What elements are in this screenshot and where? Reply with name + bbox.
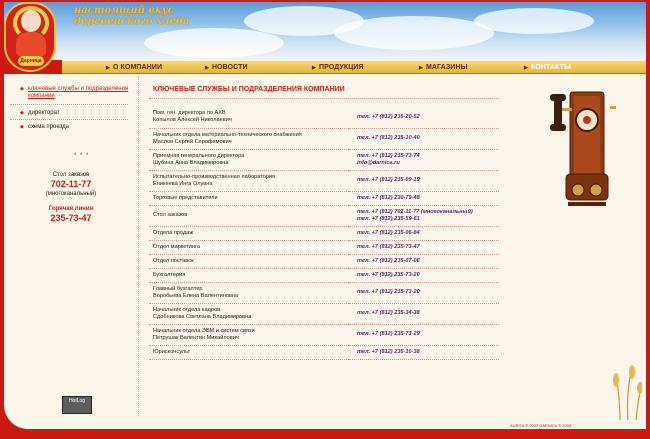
phone-cell bbox=[349, 254, 499, 268]
nav-item-label: НОВОСТИ bbox=[211, 64, 248, 71]
person-name: Воробьева Елена Валентиновна bbox=[153, 292, 239, 299]
nav-item-label: КОНТАКТЫ bbox=[530, 64, 571, 71]
nav-item[interactable] bbox=[205, 61, 248, 74]
department-cell bbox=[149, 303, 349, 324]
person-name: Петрушак Валентин Михайлович bbox=[153, 334, 239, 341]
slogan bbox=[74, 5, 204, 27]
nav-item-label: О КОМПАНИИ bbox=[112, 64, 163, 71]
email-link[interactable]: info@darnica.ru bbox=[357, 159, 400, 166]
sidebar-item-directorate[interactable] bbox=[20, 110, 60, 117]
department-name: Начальник отдела кадров bbox=[153, 306, 221, 313]
phone-number: тел. +7 (812) 235-73-29 bbox=[357, 331, 420, 338]
phone-cell bbox=[349, 205, 499, 226]
phone-cell bbox=[349, 149, 499, 170]
department-name: Начальник отдела материально-технического снабжения bbox=[153, 131, 302, 138]
department-name: Приемная генерального директора bbox=[153, 152, 245, 159]
department-cell bbox=[149, 107, 349, 128]
title-divider bbox=[149, 98, 499, 99]
phone-number: тел. +7 (812) 235-73-20 bbox=[357, 271, 420, 278]
table-row bbox=[149, 254, 499, 268]
table-row bbox=[149, 191, 499, 205]
person-name: Сдобникова Светлана Владимировна bbox=[153, 313, 252, 320]
phone-number: тел. +7 (812) 235-20-52 bbox=[357, 113, 420, 120]
diamond-icon: ◆ bbox=[20, 110, 24, 116]
slogan-line-1: настоящий вкус bbox=[74, 5, 174, 16]
table-row bbox=[149, 226, 499, 240]
phone-cell bbox=[349, 303, 499, 324]
sidebar-item-label: директорат bbox=[28, 110, 60, 116]
logo-body bbox=[16, 32, 46, 56]
sidebar-item-key-services[interactable] bbox=[20, 86, 132, 100]
phone-number: тел. +7 (812) 235-73-20 bbox=[357, 289, 420, 296]
phone-number: тел. +7 (812) 235-10-40 bbox=[357, 135, 420, 142]
department-cell bbox=[149, 254, 349, 268]
phone-cell bbox=[349, 240, 499, 254]
phone-cell bbox=[349, 324, 499, 345]
department-name: Отдел маркетинга bbox=[153, 243, 201, 250]
table-row bbox=[149, 303, 499, 324]
department-cell bbox=[149, 128, 349, 149]
phone-cell bbox=[349, 170, 499, 191]
sidebar-item-label: схема проезда bbox=[28, 124, 69, 130]
logo-badge: Дарница bbox=[18, 56, 44, 66]
phone-number: тел. +7 (812) 702-11-77 (многоканальный) bbox=[357, 208, 473, 215]
sidebar-item-directions[interactable] bbox=[20, 124, 69, 131]
diamond-icon: ◆ bbox=[20, 86, 24, 92]
divider bbox=[10, 104, 128, 105]
arrow-right-icon: ▶ bbox=[312, 65, 316, 71]
department-name: Пом. ген. директора по АХВ bbox=[153, 110, 226, 117]
nav-item[interactable] bbox=[312, 61, 364, 74]
arrow-right-icon: ▶ bbox=[524, 65, 528, 71]
arrow-right-icon: ▶ bbox=[419, 65, 423, 71]
orders-note: (многоканальный) bbox=[45, 191, 97, 197]
header-banner bbox=[4, 2, 646, 60]
page-title: КЛЮЧЕВЫЕ СЛУЖБЫ И ПОДРАЗДЕЛЕНИЯ КОМПАНИИ bbox=[153, 86, 345, 93]
table-row bbox=[149, 205, 499, 226]
phone-cell bbox=[349, 191, 499, 205]
phone-number: тел. +7 (812) 235-73-47 bbox=[357, 243, 420, 250]
phone-number-2: тел. +7 (812) 235-59-61 bbox=[357, 215, 420, 222]
department-cell bbox=[149, 226, 349, 240]
nav-item-label: МАГАЗИНЫ bbox=[425, 64, 468, 71]
department-cell bbox=[149, 205, 349, 226]
table-row bbox=[149, 345, 499, 359]
department-cell bbox=[149, 170, 349, 191]
table-row bbox=[149, 128, 499, 149]
phone-number: тел. +7 (812) 235-34-38 bbox=[357, 310, 420, 317]
department-name: Торговые представители bbox=[153, 194, 218, 201]
footer-copyright: AURITA ® 2003 DARNICA ® 2003 bbox=[510, 423, 572, 428]
department-cell bbox=[149, 149, 349, 170]
nav-item[interactable] bbox=[106, 61, 162, 74]
table-row bbox=[149, 268, 499, 282]
logo-face-icon bbox=[21, 10, 41, 32]
divider bbox=[10, 119, 128, 120]
telephone-icon bbox=[540, 86, 620, 216]
person-name: Копылов Алексей Николаевич bbox=[153, 117, 232, 124]
department-name: Стол заказов bbox=[153, 212, 188, 219]
diamond-icon: ◆ bbox=[20, 124, 24, 130]
wheat-icon bbox=[598, 360, 642, 420]
arrow-right-icon: ▶ bbox=[106, 65, 110, 71]
hotline-phone: 235-73-47 bbox=[50, 213, 92, 223]
phone-number: тел. +7 (812) 230-79-48 bbox=[357, 194, 420, 201]
table-row bbox=[149, 107, 499, 128]
person-name: Еникеева Инга Олувна bbox=[153, 180, 213, 187]
nav-item[interactable] bbox=[419, 61, 468, 74]
slogan-line-2: деревенского хлеба bbox=[74, 16, 190, 27]
sidebar-item-label: ключевые службы и подразделения компании bbox=[28, 86, 129, 99]
department-cell bbox=[149, 345, 349, 359]
arrow-right-icon: ▶ bbox=[205, 65, 209, 71]
logo[interactable] bbox=[4, 2, 56, 72]
phone-number: тел. +7 (812) 235-06-84 bbox=[357, 229, 420, 236]
department-cell bbox=[149, 240, 349, 254]
sidebar bbox=[4, 74, 138, 429]
department-name: Главный бухгалтер bbox=[153, 285, 203, 292]
department-name: Бухгалтерия bbox=[153, 271, 186, 278]
stars-divider: * * * bbox=[74, 153, 90, 159]
table-row bbox=[149, 240, 499, 254]
department-name: Начальник отдела ЭВМ и систем связи bbox=[153, 327, 255, 334]
person-name: Шубина Анна Владимировна bbox=[153, 159, 229, 166]
table-row bbox=[149, 282, 499, 303]
table-row bbox=[149, 170, 499, 191]
phone-number: тел. +7 (812) 235-10-38 bbox=[357, 348, 420, 355]
phone-cell bbox=[349, 128, 499, 149]
phone-number: тел. +7 (812) 235-09-19 bbox=[357, 177, 420, 184]
phone-cell bbox=[349, 268, 499, 282]
sidebar-divider bbox=[138, 76, 139, 416]
department-cell bbox=[149, 282, 349, 303]
hotlog-counter[interactable] bbox=[62, 396, 92, 414]
orders-label: Стол заказов bbox=[52, 172, 90, 178]
nav-item-label: ПРОДУКЦИЯ bbox=[318, 64, 364, 71]
orders-phone: 702-11-77 bbox=[50, 179, 92, 189]
department-cell bbox=[149, 191, 349, 205]
department-name: Юрисконсульт bbox=[153, 348, 191, 355]
phone-cell bbox=[349, 282, 499, 303]
hotline-label: Горячая линия bbox=[48, 206, 94, 212]
department-cell bbox=[149, 268, 349, 282]
nav-item[interactable] bbox=[524, 61, 571, 74]
department-name: Испытательно-производственная лаборатория bbox=[153, 173, 276, 180]
contacts-table bbox=[149, 107, 499, 360]
department-cell bbox=[149, 324, 349, 345]
phone-cell bbox=[349, 226, 499, 240]
person-name: Маслов Сергей Серафимович bbox=[153, 138, 232, 145]
phone-number: тел. +7 (812) 235-73-74 bbox=[357, 152, 420, 159]
phone-cell bbox=[349, 345, 499, 359]
table-row bbox=[149, 149, 499, 170]
main-nav bbox=[62, 60, 646, 74]
department-name: Отдела продаж bbox=[153, 229, 194, 236]
department-name: Отдел поставок bbox=[153, 257, 194, 264]
phone-number: тел. +7 (812) 235-07-06 bbox=[357, 257, 420, 264]
phone-cell bbox=[349, 107, 499, 128]
counter-label: HotLog bbox=[68, 398, 86, 404]
table-row bbox=[149, 324, 499, 345]
